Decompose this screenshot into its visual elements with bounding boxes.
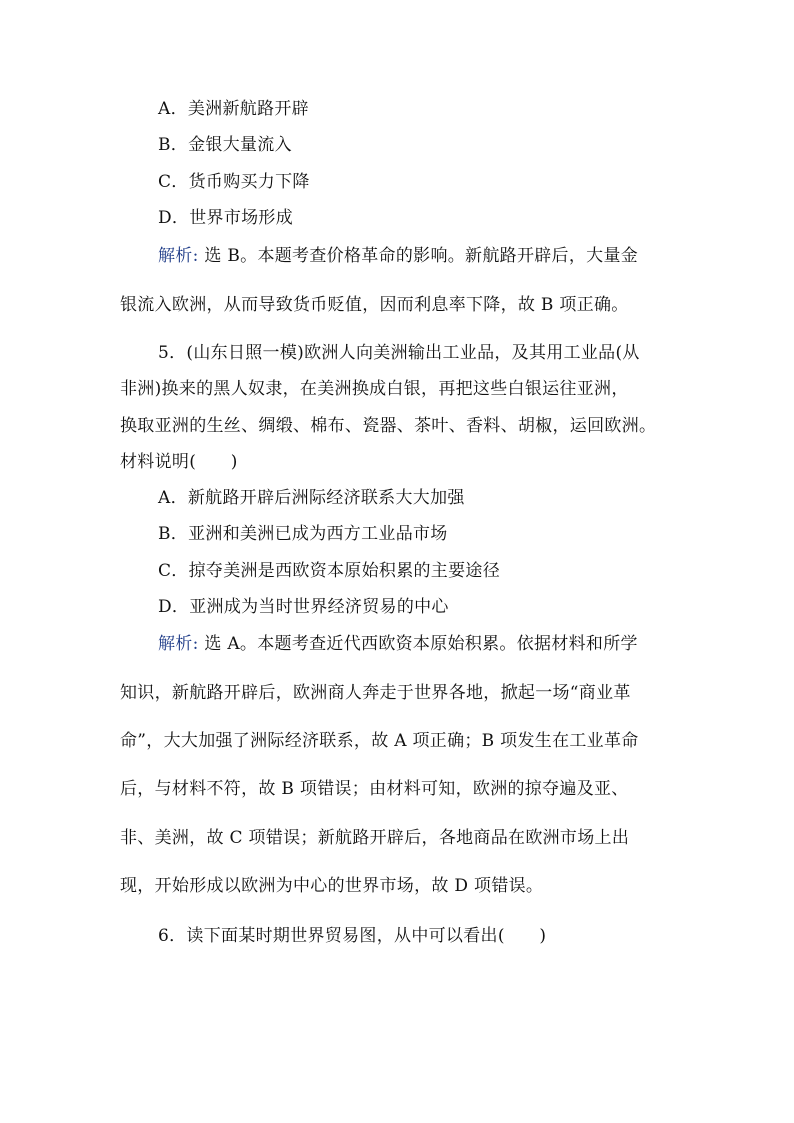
q5-analysis-line-3: 命”，大大加强了洲际经济联系，故 A 项正确；B 项发生在工业革命 — [120, 731, 639, 751]
q4-option-d: D．世界市场形成 — [158, 208, 294, 228]
q5-analysis-line-1 — [158, 633, 638, 655]
q4-analysis-line-1 — [158, 245, 638, 267]
q5-analysis-label: 解析: — [158, 634, 199, 654]
q5-option-a: A．新航路开辟后洲际经济联系大大加强 — [158, 488, 465, 508]
q4-analysis-text-1: 选 B。本题考查价格革命的影响。新航路开辟后，大量金 — [198, 246, 639, 266]
q5-analysis-line-6: 现，开始形成以欧洲为中心的世界市场，故 D 项错误。 — [120, 876, 544, 896]
q4-option-c: C．货币购买力下降 — [158, 172, 310, 192]
q5-stem-line-4: 材料说明( ) — [120, 452, 238, 472]
q5-option-c: C．掠夺美洲是西欧资本原始积累的主要途径 — [158, 561, 501, 581]
q5-stem-line-1: 5．(山东日照一模)欧洲人向美洲输出工业品，及其用工业品(从 — [158, 343, 640, 363]
q5-analysis-text-1: 选 A。本题考查近代西欧资本原始积累。依据材料和所学 — [198, 634, 638, 654]
q6-stem: 6．读下面某时期世界贸易图，从中可以看出( ) — [158, 926, 547, 946]
q4-analysis-line-2: 银流入欧洲，从而导致货币贬值，因而利息率下降，故 B 项正确。 — [120, 295, 629, 315]
q5-option-d: D．亚洲成为当时世界经济贸易的中心 — [158, 597, 449, 617]
q4-analysis-label: 解析: — [158, 246, 199, 266]
q5-analysis-line-5: 非、美洲，故 C 项错误；新航路开辟后，各地商品在欧洲市场上出 — [120, 828, 630, 848]
q5-option-b: B．亚洲和美洲已成为西方工业品市场 — [158, 524, 448, 544]
q5-analysis-line-4: 后，与材料不符，故 B 项错误；由材料可知，欧洲的掠夺遍及亚、 — [120, 779, 629, 799]
q5-analysis-line-2: 知识，新航路开辟后，欧洲商人奔走于世界各地，掀起一场“商业革 — [120, 683, 631, 703]
q4-option-a: A．美洲新航路开辟 — [158, 99, 309, 119]
q4-option-b: B．金银大量流入 — [158, 135, 292, 155]
q5-stem-line-2: 非洲)换来的黑人奴隶，在美洲换成白银，再把这些白银运往亚洲， — [120, 379, 629, 399]
q5-stem-line-3: 换取亚洲的生丝、绸缎、棉布、瓷器、茶叶、香料、胡椒，运回欧洲。 — [120, 416, 657, 436]
